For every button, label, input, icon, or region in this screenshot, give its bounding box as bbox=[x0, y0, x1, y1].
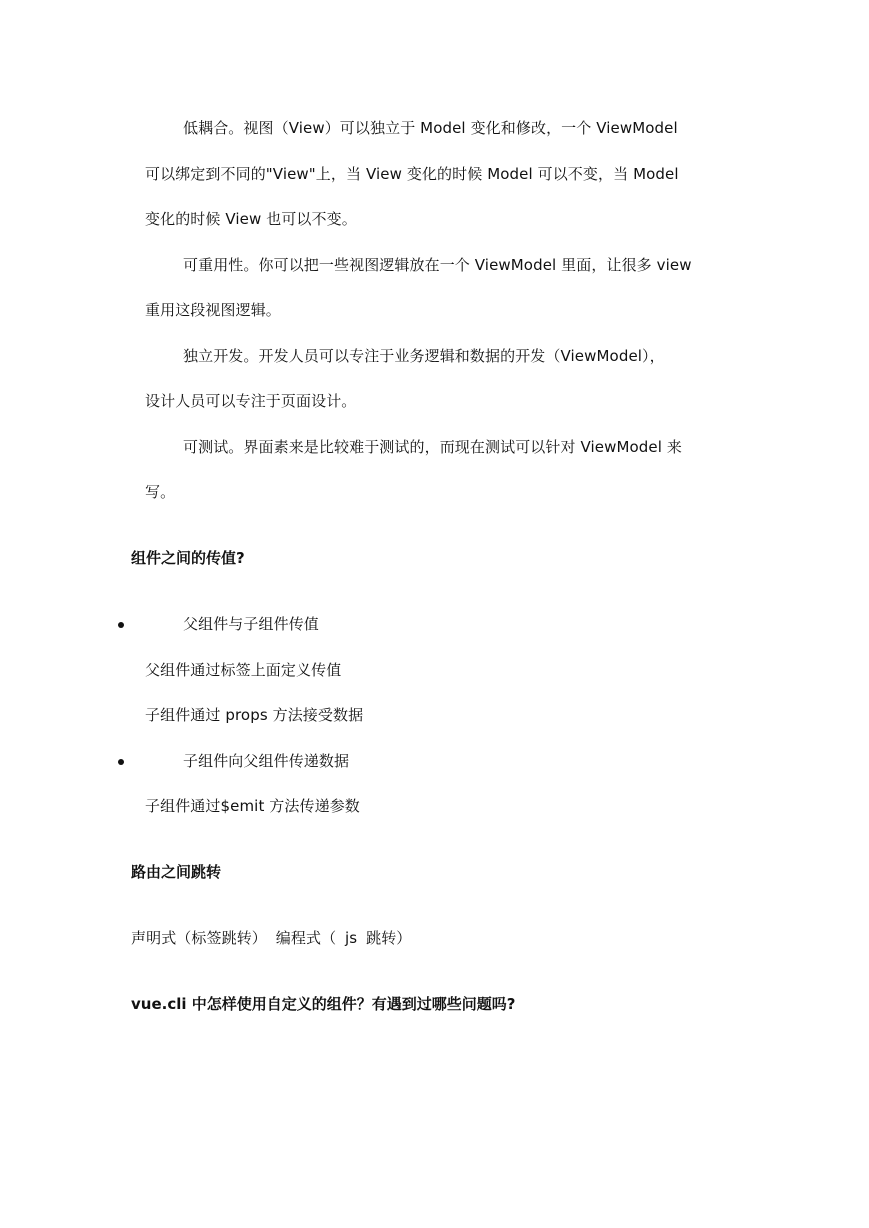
paragraph-reusability-line-2: 重用这段视图逻辑。 bbox=[145, 301, 281, 319]
paragraph-low-coupling-line-3: 变化的时候 View 也可以不变。 bbox=[145, 210, 357, 228]
heading-routing: 路由之间跳转 bbox=[131, 863, 222, 881]
routing-methods-text: 声明式（标签跳转） 编程式（ js 跳转） bbox=[131, 929, 412, 947]
detail-parent-to-child-1: 父组件通过标签上面定义传值 bbox=[145, 661, 342, 679]
heading-component-pass: 组件之间的传值? bbox=[131, 549, 245, 567]
bullet-dot-icon bbox=[118, 759, 124, 765]
paragraph-independent-dev-line-1: 独立开发。开发人员可以专注于业务逻辑和数据的开发（ViewModel）， bbox=[183, 347, 665, 365]
paragraph-low-coupling-line-1: 低耦合。视图（View）可以独立于 Model 变化和修改，一个 ViewModel bbox=[183, 119, 678, 137]
detail-child-to-parent-1: 子组件通过$emit 方法传递参数 bbox=[145, 797, 360, 815]
heading-vuecli-custom-components: vue.cli 中怎样使用自定义的组件？有遇到过哪些问题吗? bbox=[131, 995, 516, 1013]
paragraph-low-coupling-line-2: 可以绑定到不同的"View"上，当 View 变化的时候 Model 可以不变，当 Model bbox=[145, 165, 679, 183]
bullet-dot-icon bbox=[118, 622, 124, 628]
paragraph-testable-line-2: 写。 bbox=[145, 483, 176, 501]
detail-parent-to-child-2: 子组件通过 props 方法接受数据 bbox=[145, 706, 364, 724]
list-item-child-to-parent: 子组件向父组件传递数据 bbox=[183, 752, 350, 770]
list-item-parent-to-child: 父组件与子组件传值 bbox=[183, 615, 319, 633]
paragraph-independent-dev-line-2: 设计人员可以专注于页面设计。 bbox=[145, 392, 357, 410]
paragraph-reusability-line-1: 可重用性。你可以把一些视图逻辑放在一个 ViewModel 里面，让很多 view bbox=[183, 256, 692, 274]
paragraph-testable-line-1: 可测试。界面素来是比较难于测试的，而现在测试可以针对 ViewModel 来 bbox=[183, 438, 682, 456]
